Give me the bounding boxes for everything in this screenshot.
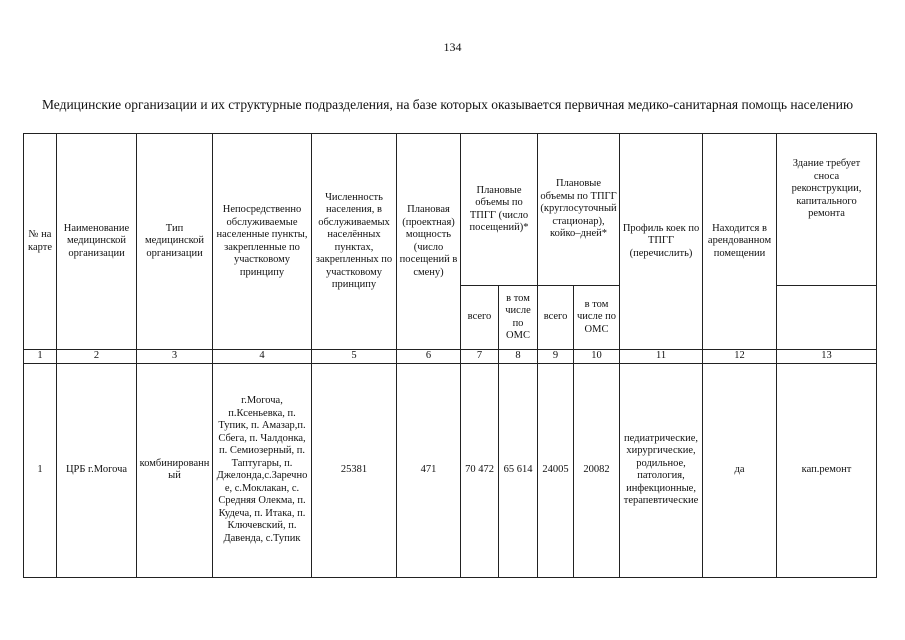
header-col-11: Профиль коек по ТПГГ (перечислить) bbox=[620, 134, 703, 350]
column-number: 8 bbox=[499, 350, 538, 364]
cell-repair: кап.ремонт bbox=[777, 363, 877, 577]
column-number: 4 bbox=[213, 350, 312, 364]
column-number: 10 bbox=[574, 350, 620, 364]
cell-rented: да bbox=[703, 363, 777, 577]
column-number: 3 bbox=[137, 350, 213, 364]
header-col-7-8: Плановые объемы по ТПГГ (число посещений)* bbox=[461, 134, 538, 286]
cell-organization-name: ЦРБ г.Могоча bbox=[57, 363, 137, 577]
page-number: 134 bbox=[443, 40, 462, 54]
header-col-9-10: Плановые объемы по ТПГГ (круглосуточный стационар), койко–дней* bbox=[538, 134, 620, 286]
header-col-2: Наименование медицинской организации bbox=[57, 134, 137, 350]
column-number: 6 bbox=[397, 350, 461, 364]
column-number: 13 bbox=[777, 350, 877, 364]
column-number: 11 bbox=[620, 350, 703, 364]
subheader-visits-oms: в том числе по ОМС bbox=[499, 286, 538, 350]
subheader-col-13-blank bbox=[777, 286, 877, 350]
cell-organization-type: комбинированный bbox=[137, 363, 213, 577]
subheader-beddays-total: всего bbox=[538, 286, 574, 350]
header-row bbox=[24, 134, 877, 286]
column-number: 5 bbox=[312, 350, 397, 364]
cell-population: 25381 bbox=[312, 363, 397, 577]
header-col-5: Численность населения, в обслуживаемых населённых пунктах, закрепленных по участковому принципу bbox=[312, 134, 397, 350]
header-col-3: Тип медицинской организации bbox=[137, 134, 213, 350]
document-title: Медицинские организации и их структурные подразделения, на базе которых оказывается первичная медико-санитарная помощь населению bbox=[41, 97, 854, 112]
table-row bbox=[24, 363, 877, 577]
header-col-13: Здание требует сноса реконструкции, капитального ремонта bbox=[777, 134, 877, 286]
cell-map-number: 1 bbox=[24, 363, 57, 577]
column-number: 9 bbox=[538, 350, 574, 364]
cell-settlements: г.Могоча, п.Ксеньевка, п. Тупик, п. Амазар,п. Сбега, п. Чалдонка, п. Семиозерный, п. Таптугары, п. Джелонда,с.Заречное, с.Моклакан, с. Средняя Олекма, п. Кудеча, п. Итака, п. Ключевский, п. Давенда, с.Тупик bbox=[213, 363, 312, 577]
subheader-visits-total: всего bbox=[461, 286, 499, 350]
subheader-beddays-oms: в том числе по ОМС bbox=[574, 286, 620, 350]
column-number: 7 bbox=[461, 350, 499, 364]
header-col-4: Непосредственно обслуживаемые населенные пункты, закрепленные по участковому принципу bbox=[213, 134, 312, 350]
header-col-1: № на карте bbox=[24, 134, 57, 350]
header-col-6: Плановая (проектная) мощность (число посещений в смену) bbox=[397, 134, 461, 350]
column-number: 12 bbox=[703, 350, 777, 364]
cell-beddays-oms: 20082 bbox=[574, 363, 620, 577]
cell-visits-total: 70 472 bbox=[461, 363, 499, 577]
column-number: 1 bbox=[24, 350, 57, 364]
cell-bed-profile: педиатрические, хирургические, родильное, патология, инфекционные, терапевтические bbox=[620, 363, 703, 577]
cell-visits-oms: 65 614 bbox=[499, 363, 538, 577]
cell-beddays-total: 24005 bbox=[538, 363, 574, 577]
column-number-row bbox=[24, 350, 877, 364]
column-number: 2 bbox=[57, 350, 137, 364]
header-col-12: Находится в арендованном помещении bbox=[703, 134, 777, 350]
cell-capacity: 471 bbox=[397, 363, 461, 577]
organizations-table bbox=[23, 133, 877, 578]
